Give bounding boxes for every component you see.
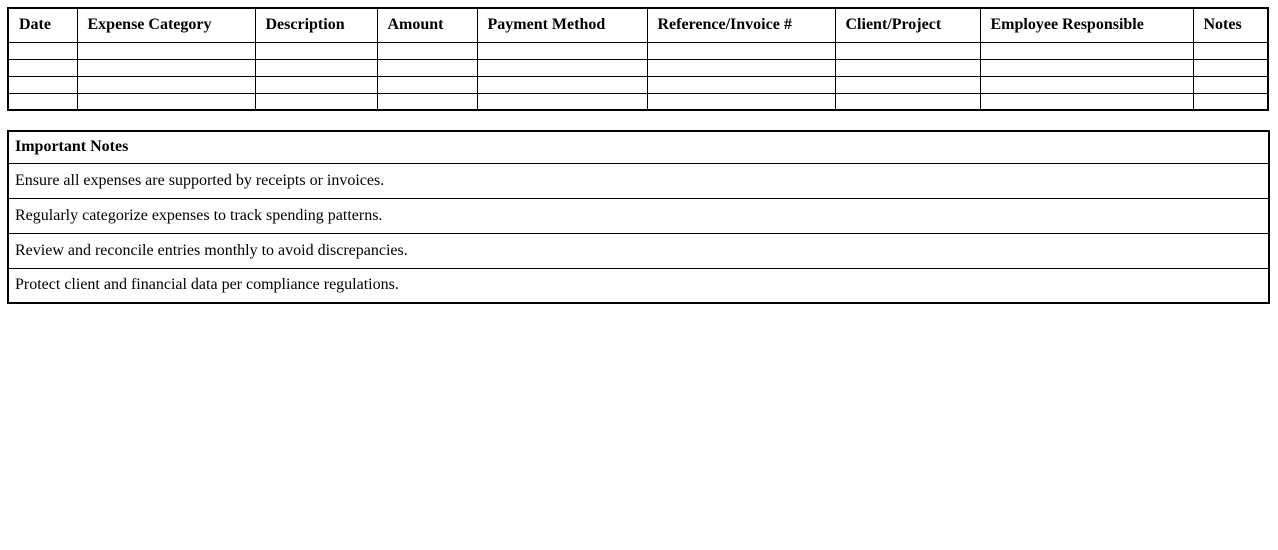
note-item: Protect client and financial data per compliance regulations. xyxy=(8,268,1269,303)
expense-cell-notes[interactable] xyxy=(1193,42,1268,59)
expense-cell-employee[interactable] xyxy=(980,76,1193,93)
expense-cell-category[interactable] xyxy=(77,76,255,93)
expense-cell-reference[interactable] xyxy=(647,93,835,110)
note-row xyxy=(8,163,1269,198)
expense-header-row xyxy=(8,8,1268,42)
expense-cell-category[interactable] xyxy=(77,93,255,110)
expense-cell-employee[interactable] xyxy=(980,59,1193,76)
expense-cell-employee[interactable] xyxy=(980,93,1193,110)
column-header-amount: Amount xyxy=(377,8,477,42)
expense-log-table xyxy=(7,7,1269,111)
expense-cell-date[interactable] xyxy=(8,42,77,59)
column-header-description: Description xyxy=(255,8,377,42)
expense-cell-date[interactable] xyxy=(8,76,77,93)
expense-cell-description[interactable] xyxy=(255,76,377,93)
note-item: Ensure all expenses are supported by receipts or invoices. xyxy=(8,163,1269,198)
expense-cell-payment-method[interactable] xyxy=(477,93,647,110)
expense-cell-employee[interactable] xyxy=(980,42,1193,59)
expense-cell-notes[interactable] xyxy=(1193,76,1268,93)
note-row xyxy=(8,233,1269,268)
column-header-employee-responsible: Employee Responsible xyxy=(980,8,1193,42)
expense-entry-row xyxy=(8,42,1268,59)
column-header-client-project: Client/Project xyxy=(835,8,980,42)
important-notes-header-row xyxy=(8,131,1269,163)
column-header-payment-method: Payment Method xyxy=(477,8,647,42)
expense-cell-client[interactable] xyxy=(835,93,980,110)
column-header-notes: Notes xyxy=(1193,8,1268,42)
column-header-expense-category: Expense Category xyxy=(77,8,255,42)
expense-cell-description[interactable] xyxy=(255,42,377,59)
expense-cell-description[interactable] xyxy=(255,93,377,110)
expense-cell-amount[interactable] xyxy=(377,76,477,93)
expense-cell-payment-method[interactable] xyxy=(477,76,647,93)
expense-cell-amount[interactable] xyxy=(377,59,477,76)
column-header-date: Date xyxy=(8,8,77,42)
column-header-reference-invoice: Reference/Invoice # xyxy=(647,8,835,42)
expense-cell-client[interactable] xyxy=(835,59,980,76)
note-row xyxy=(8,198,1269,233)
expense-cell-amount[interactable] xyxy=(377,93,477,110)
expense-cell-notes[interactable] xyxy=(1193,93,1268,110)
expense-entry-row xyxy=(8,93,1268,110)
expense-cell-reference[interactable] xyxy=(647,76,835,93)
note-item: Regularly categorize expenses to track spending patterns. xyxy=(8,198,1269,233)
expense-cell-reference[interactable] xyxy=(647,59,835,76)
expense-entry-row xyxy=(8,59,1268,76)
expense-cell-category[interactable] xyxy=(77,42,255,59)
expense-cell-category[interactable] xyxy=(77,59,255,76)
expense-cell-client[interactable] xyxy=(835,76,980,93)
expense-cell-date[interactable] xyxy=(8,59,77,76)
note-item: Review and reconcile entries monthly to avoid discrepancies. xyxy=(8,233,1269,268)
expense-cell-client[interactable] xyxy=(835,42,980,59)
expense-cell-payment-method[interactable] xyxy=(477,42,647,59)
expense-cell-description[interactable] xyxy=(255,59,377,76)
important-notes-table xyxy=(7,130,1270,304)
expense-cell-notes[interactable] xyxy=(1193,59,1268,76)
note-row xyxy=(8,268,1269,303)
expense-entry-row xyxy=(8,76,1268,93)
expense-cell-date[interactable] xyxy=(8,93,77,110)
expense-cell-payment-method[interactable] xyxy=(477,59,647,76)
important-notes-title: Important Notes xyxy=(8,131,1269,163)
expense-cell-amount[interactable] xyxy=(377,42,477,59)
expense-cell-reference[interactable] xyxy=(647,42,835,59)
